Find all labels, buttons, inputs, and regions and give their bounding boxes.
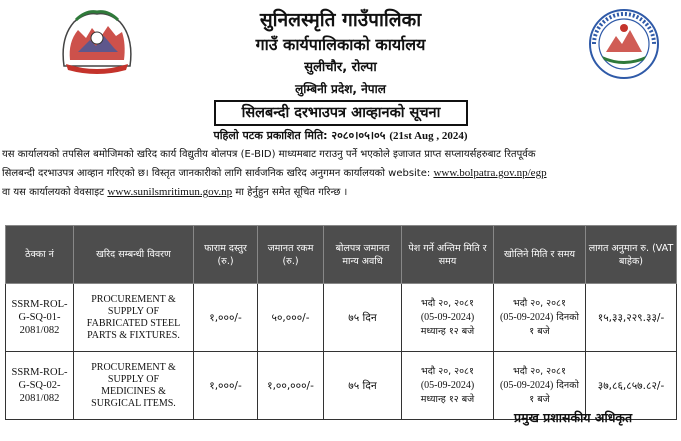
tender-no-part: G-SQ-01- (18, 312, 61, 323)
description-line: MEDICINES & (101, 385, 166, 397)
notice-paragraph (2, 145, 680, 202)
header-estimate: लागत अनुमान रु. (VAT बाहेक) (586, 226, 677, 284)
bolpatra-link[interactable]: www.bolpatra.gov.np/egp (433, 167, 547, 179)
submission-time: मध्यान्ह १२ बजे (420, 393, 475, 405)
validity-cell: ७५ दिन (324, 284, 402, 352)
submission-date: भदौ २०, २०८१ (421, 297, 474, 309)
estimate-cell: ३७,८६,८५७.८२/- (586, 352, 677, 420)
table-header-row (6, 226, 677, 284)
tender-no-cell (6, 284, 74, 352)
opening-time: १ बजे (529, 325, 550, 337)
submission-time: मध्यान्ह १२ बजे (420, 325, 475, 337)
security-cell: ५०,०००/- (258, 284, 324, 352)
paragraph-line-3-suffix: मा हेर्नुहुन समेत सूचित गरिन्छ । (235, 187, 348, 198)
header-tender-no: ठेक्का नं (6, 226, 74, 284)
description-line: PROCUREMENT & (91, 293, 176, 305)
opening-date-en-line (496, 379, 583, 393)
paragraph-line-3-prefix: वा यस कार्यालयको वेवसाइट (2, 187, 105, 198)
table-row (6, 284, 677, 352)
header-line-location: सुलीचौर, रोल्पा (304, 60, 377, 75)
paragraph-line-1: यस कार्यालयको तपसिल बमोजिमको खरिद कार्य विद्युतीय बोलपत्र (E-BID) माध्यमबाट गराउनु पर्ने भएकोले इजाजत प्राप्त सप्लायर्सहरुबाट रितपूर्वक (2, 149, 536, 160)
submission-cell (402, 284, 494, 352)
description-line: SUPPLY OF (107, 305, 160, 317)
publication-date-label: पहिलो पटक प्रकाशित मिति: २०८०।०५।०५ (213, 129, 386, 142)
description-cell (74, 352, 194, 420)
form-fee-cell: १,०००/- (194, 284, 258, 352)
submission-cell (402, 352, 494, 420)
submission-date-en: (05-09-2024) (420, 311, 475, 323)
description-line: SURGICAL ITEMS. (91, 397, 176, 409)
publication-date (0, 128, 681, 143)
submission-date: भदौ २०, २०८१ (421, 365, 474, 377)
tender-table (5, 225, 677, 420)
paragraph-line-2 (2, 164, 680, 183)
header-line-province: लुम्बिनी प्रदेश, नेपाल (295, 82, 386, 96)
paragraph-line-2-text: सिलबन्दी दरभाउपत्र आव्हान गरिएको छ। विस्तृत जानकारीको लागि सार्वजनिक खरिद अनुगमन कार्यालयको website: (2, 168, 431, 179)
opening-date-en-line (496, 311, 583, 325)
form-fee-cell: १,०००/- (194, 352, 258, 420)
header-form-fee: फाराम दस्तुर (रु.) (194, 226, 258, 284)
opening-date-en: (05-09-2024) (500, 311, 554, 323)
validity-cell: ७५ दिन (324, 352, 402, 420)
opening-date-en: (05-09-2024) (500, 379, 554, 391)
signature-title: प्रमुख प्रशासकीय अधिकृत (514, 410, 633, 425)
tender-no-part: G-SQ-02- (18, 380, 61, 391)
opening-cell (494, 284, 586, 352)
submission-date-en: (05-09-2024) (420, 379, 475, 391)
tender-no-part: 2081/082 (19, 325, 60, 336)
header-submission: पेश गर्ने अन्तिम मिति र समय (402, 226, 494, 284)
description-line: PARTS & FIXTURES. (87, 329, 180, 341)
opening-time-tail: दिनको (556, 379, 579, 391)
tender-no-part: SSRM-ROL- (11, 299, 68, 310)
paragraph-line-3 (2, 183, 680, 202)
municipality-website-link[interactable]: www.sunilsmritimun.gov.np (107, 186, 233, 198)
tender-no-part: SSRM-ROL- (11, 367, 68, 378)
tender-no-part: 2081/082 (19, 393, 60, 404)
estimate-cell: १५,३३,२२९.३३/- (586, 284, 677, 352)
opening-date: भदौ २०, २०८१ (513, 297, 566, 309)
publication-date-en: (21st Aug , 2024) (389, 130, 468, 142)
opening-time: १ बजे (529, 393, 550, 405)
notice-title: सिलबन्दी दरभाउपत्र आव्हानको सूचना (214, 100, 468, 126)
header-opening: खोलिने मिति र समय (494, 226, 586, 284)
header-validity: बोलपत्र जमानत मान्य अवधि (324, 226, 402, 284)
header-security: जमानत रकम (रु.) (258, 226, 324, 284)
description-line: SUPPLY OF (107, 373, 160, 385)
tender-no-cell (6, 352, 74, 420)
header-line-municipality: सुनिलस्मृति गाउँपालिका (259, 9, 422, 31)
description-line: PROCUREMENT & (91, 361, 176, 373)
header-description: खरिद सम्बन्धी विवरण (74, 226, 194, 284)
description-cell (74, 284, 194, 352)
security-cell: १,००,०००/- (258, 352, 324, 420)
header-line-office: गाउँ कार्यपालिकाको कार्यालय (255, 35, 426, 54)
opening-date: भदौ २०, २०८१ (513, 365, 566, 377)
opening-time-tail: दिनको (556, 311, 579, 323)
description-line: FABRICATED STEEL (86, 317, 181, 329)
